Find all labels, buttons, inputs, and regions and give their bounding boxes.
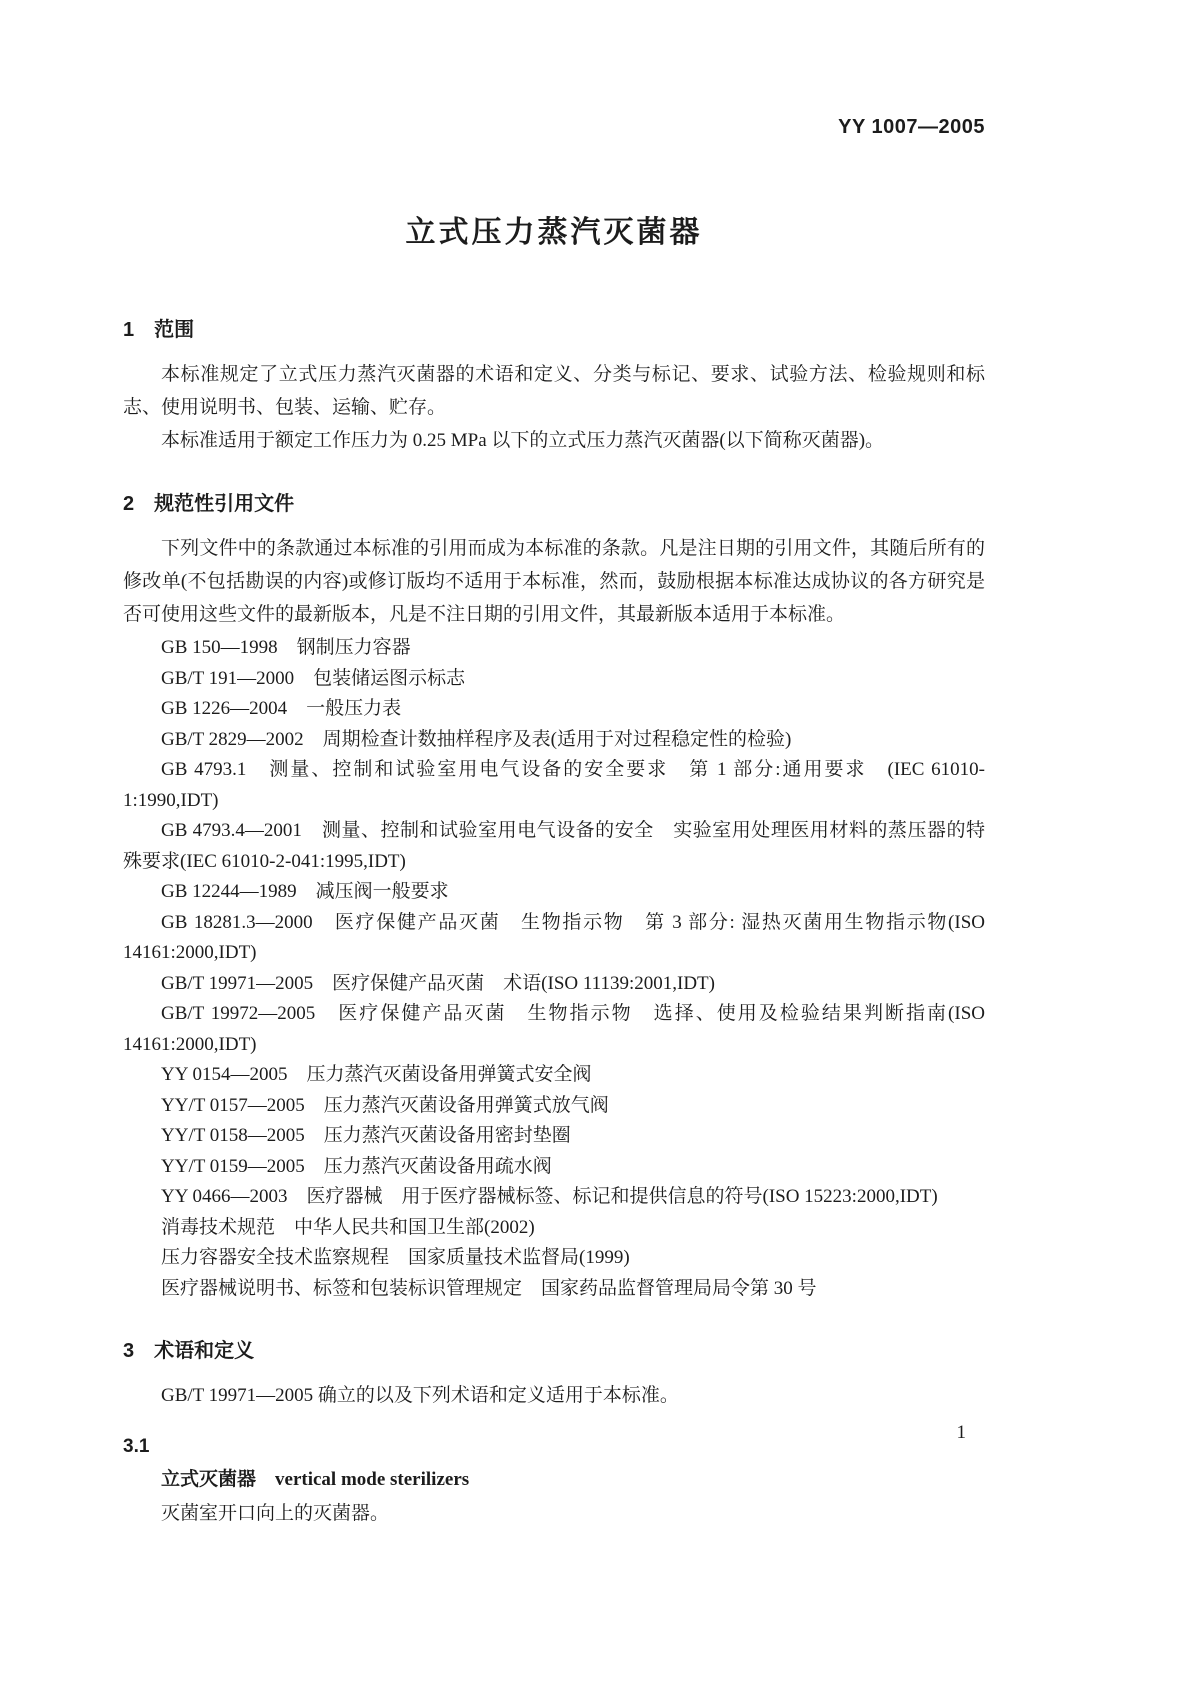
reference-item: YY 0466—2003 医疗器械 用于医疗器械标签、标记和提供信息的符号(ISO 15223:2000,IDT) <box>161 1186 938 1207</box>
reference-item: GB 150—1998 钢制压力容器 <box>161 637 411 658</box>
document-title: 立式压力蒸汽灭菌器 <box>405 216 703 249</box>
term-name-english: vertical mode sterilizers <box>275 1469 470 1490</box>
terms-intro: GB/T 19971—2005 确立的以及下列术语和定义适用于本标准。 <box>161 1385 679 1406</box>
reference-item: YY/T 0159—2005 压力蒸汽灭菌设备用疏水阀 <box>161 1155 552 1177</box>
reference-item: 医疗器械说明书、标签和包装标识管理规定 国家药品监督管理局局令第 30 号 <box>161 1277 817 1299</box>
reference-item: GB/T 19972—2005 医疗保健产品灭菌 生物指示物 选择、使用及检验结果判断指南(ISO 14161:2000,IDT) <box>123 1003 985 1055</box>
page-number: 1 <box>956 1422 966 1443</box>
document-content <box>123 0 985 1530</box>
reference-item: YY/T 0158—2005 压力蒸汽灭菌设备用密封垫圈 <box>161 1125 571 1146</box>
section-heading-normative-references: 2 规范性引用文件 <box>123 493 295 515</box>
reference-item: GB 4793.1 测量、控制和试验室用电气设备的安全要求 第 1 部分:通用要求 (IEC 61010-1:1990,IDT) <box>123 759 985 811</box>
reference-item: YY/T 0157—2005 压力蒸汽灭菌设备用弹簧式放气阀 <box>161 1094 609 1116</box>
reference-item: GB/T 2829—2002 周期检查计数抽样程序及表(适用于对过程稳定性的检验) <box>161 728 792 750</box>
scope-paragraph-1: 本标准规定了立式压力蒸汽灭菌器的术语和定义、分类与标记、要求、试验方法、检验规则和标志、使用说明书、包装、运输、贮存。 <box>123 364 985 418</box>
reference-item: YY 0154—2005 压力蒸汽灭菌设备用弹簧式安全阀 <box>161 1064 592 1085</box>
reference-item: GB 4793.4—2001 测量、控制和试验室用电气设备的安全 实验室用处理医用材料的蒸压器的特殊要求(IEC 61010-2-041:1995,IDT) <box>123 820 985 872</box>
reference-list <box>123 633 985 1304</box>
section-heading-scope: 1 范围 <box>123 319 195 341</box>
term-name-chinese: 立式灭菌器 <box>161 1469 257 1490</box>
section-heading-terms-definitions: 3 术语和定义 <box>123 1340 255 1362</box>
reference-item: 压力容器安全技术监察规程 国家质量技术监督局(1999) <box>161 1247 630 1268</box>
reference-item: GB/T 191—2000 包装储运图示标志 <box>161 667 466 689</box>
term-definition: 灭菌室开口向上的灭菌器。 <box>161 1503 390 1524</box>
reference-item: 消毒技术规范 中华人民共和国卫生部(2002) <box>161 1216 535 1238</box>
reference-item: GB 18281.3—2000 医疗保健产品灭菌 生物指示物 第 3 部分: 湿热灭菌用生物指示物(ISO 14161:2000,IDT) <box>123 911 985 963</box>
reference-item: GB 1226—2004 一般压力表 <box>161 698 402 719</box>
clause-number: 3.1 <box>123 1436 150 1457</box>
normative-references-intro: 下列文件中的条款通过本标准的引用而成为本标准的条款。凡是注日期的引用文件，其随后所有的修改单(不包括勘误的内容)或修订版均不适用于本标准，然而，鼓励根据本标准达成协议的各方研究是否可使用这些文件的最新版本，凡是不注日期的引用文件，其最新版本适用于本标准。 <box>123 538 985 625</box>
reference-item: GB 12244—1989 减压阀一般要求 <box>161 881 449 902</box>
term-line <box>123 1463 985 1497</box>
standard-number: YY 1007—2005 <box>838 116 985 138</box>
scope-paragraph-2: 本标准适用于额定工作压力为 0.25 MPa 以下的立式压力蒸汽灭菌器(以下简称灭菌器)。 <box>161 430 885 451</box>
reference-item: GB/T 19971—2005 医疗保健产品灭菌 术语(ISO 11139:2001,IDT) <box>161 972 715 994</box>
